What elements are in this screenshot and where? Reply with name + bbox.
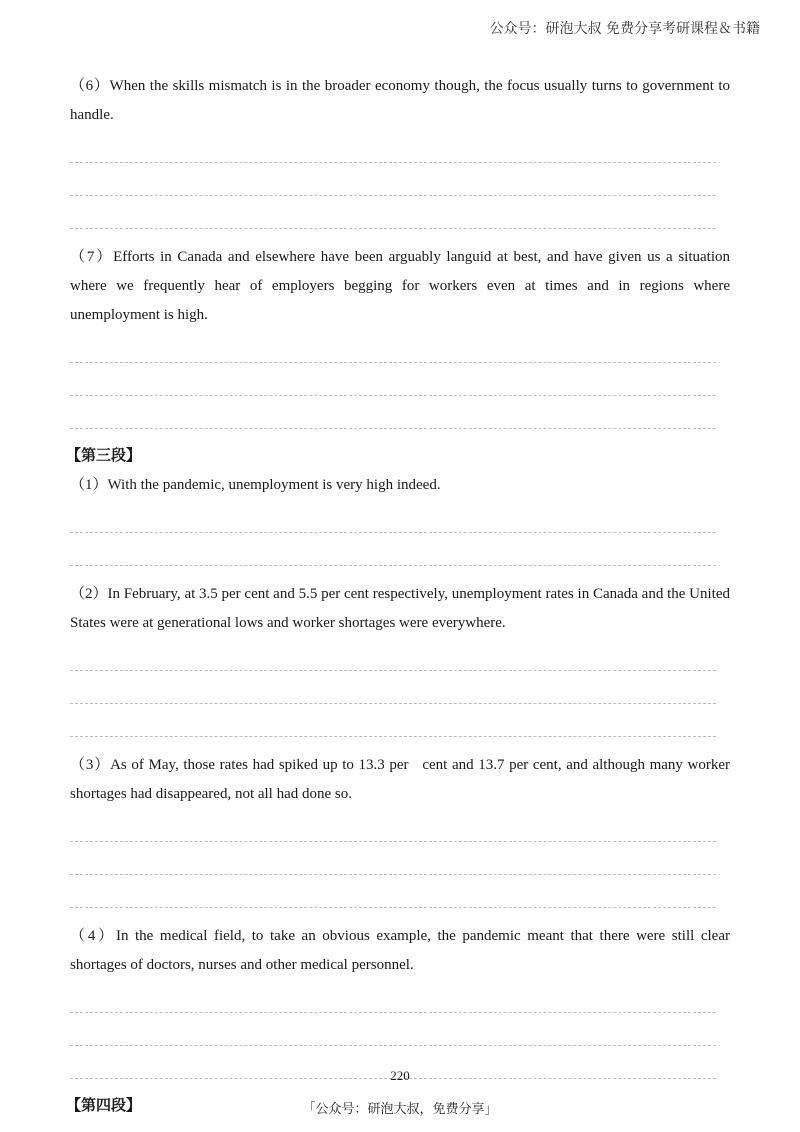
answer-line[interactable] <box>70 500 716 533</box>
answer-line[interactable] <box>70 671 716 704</box>
answer-line[interactable] <box>70 1013 716 1046</box>
item-s3-3 <box>70 751 734 908</box>
sentence-text: （3）As of May, those rates had spiked up to 13.3 per cent and 13.7 per cent, and although many worker shortages had disappeared, not all had done so. <box>70 757 734 802</box>
item-s3-2 <box>70 580 730 737</box>
page-number: 220 <box>390 1068 410 1083</box>
page-header: 公众号：研泡大叔 免费分享考研课程＆书籍 <box>489 21 760 37</box>
sentence-text: （7）Efforts in Canada and elsewhere have been arguably languid at best, and have given us a situation where we frequently hear of employers begging for workers even at times and in regions where unemployment is high. <box>70 249 730 323</box>
sentence-text: （1）With the pandemic, unemployment is very high indeed. <box>70 477 441 493</box>
answer-line[interactable] <box>70 533 716 566</box>
answer-line[interactable] <box>70 638 716 671</box>
answer-line[interactable] <box>70 809 716 842</box>
section-title-4: 【第四段】 <box>66 1096 142 1114</box>
item-s2-6 <box>70 72 730 229</box>
sentence-text: （4）In the medical field, to take an obvious example, the pandemic meant that there were still clear shortages of doctors, nurses and other medical personnel. <box>70 928 730 973</box>
answer-line[interactable] <box>70 130 716 163</box>
answer-line[interactable] <box>70 330 716 363</box>
answer-line[interactable] <box>70 842 716 875</box>
item-s3-4 <box>70 922 730 1079</box>
sentence-text: （2）In February, at 3.5 per cent and 5.5 per cent respectively, unemployment rates in Canada and the United States were at generational lows and worker shortages were everywhere. <box>70 586 730 631</box>
answer-line[interactable] <box>70 396 716 429</box>
sentence-text: （6）When the skills mismatch is in the broader economy though, the focus usually turns to government to handle. <box>70 78 730 123</box>
answer-line[interactable] <box>70 980 716 1013</box>
answer-line[interactable] <box>70 163 716 196</box>
answer-line[interactable] <box>70 196 716 229</box>
document-body <box>66 72 734 1121</box>
answer-line[interactable] <box>70 363 716 396</box>
answer-line[interactable] <box>70 704 716 737</box>
page-footer: 「公众号：研泡大叔，免费分享」 <box>302 1102 498 1117</box>
item-s2-7 <box>70 243 730 429</box>
section-title-3: 【第三段】 <box>66 446 142 464</box>
answer-line[interactable] <box>70 875 716 908</box>
item-s3-1 <box>70 471 730 566</box>
